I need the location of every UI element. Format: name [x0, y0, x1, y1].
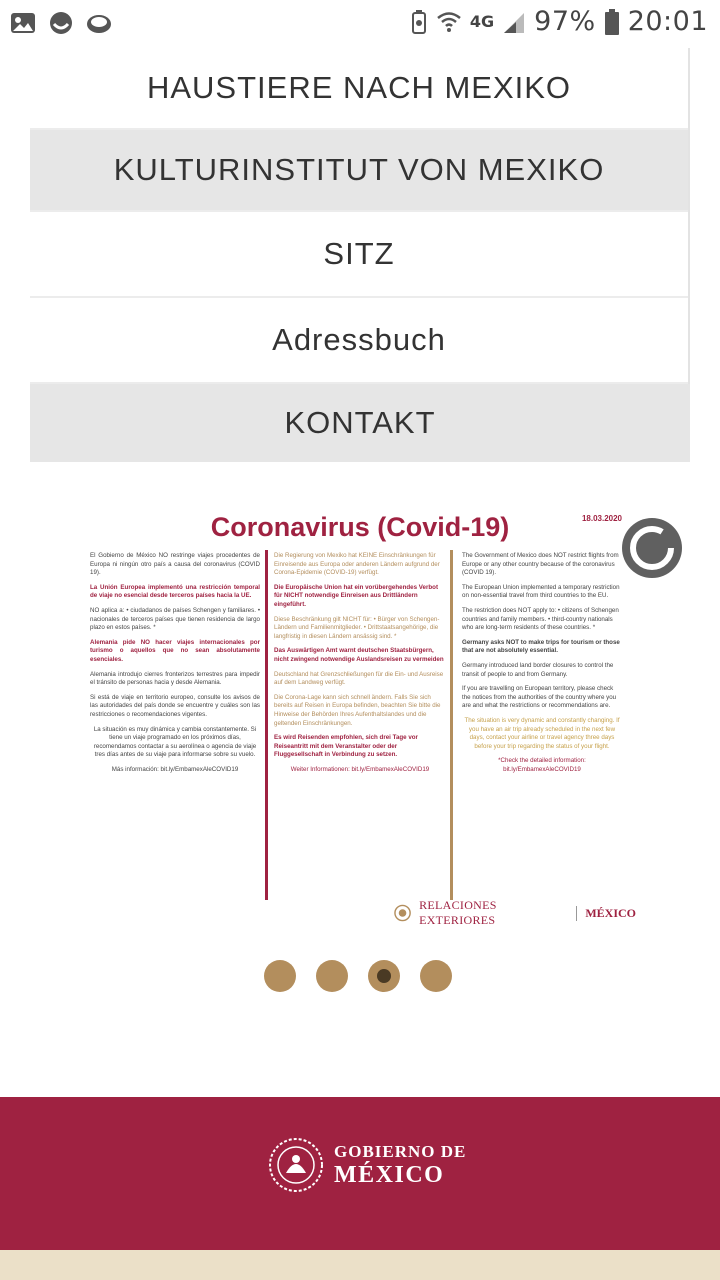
menu-item-contact[interactable]: [30, 384, 690, 462]
relaciones-exteriores-logo: RELACIONES EXTERIORES: [419, 898, 497, 927]
menu-item-label: HAUSTIERE NACH MEXIKO: [146, 70, 572, 105]
notice-paragraph: Alemania pide NO hacer viajes internacionales por turismo o aquellos que no sean absolutamente esenciales.: [90, 638, 260, 663]
footer-line1: GOBIERNO DE: [334, 1141, 467, 1161]
notice-paragraph: The situation is very dynamic and constantly changing. If you have an air trip already scheduled in the next few days, contact your airline or travel agency three days before your trip regarding the status of your flight.: [464, 716, 620, 750]
slide-title: Coronavirus (Covid-19): [210, 512, 510, 542]
notice-paragraph: The European Union implemented a temporary restriction on non-essential travel from third countries to the EU.: [462, 583, 620, 600]
notice-paragraph: La situación es muy dinámica y cambia constantemente. Si tiene un viaje programado en los próximos días, recomendamos contactar a su aerolínea o agencia de viaje tres días antes de su viaje para informarse sobre su vuelo.: [93, 725, 257, 759]
menu-item-pets[interactable]: [30, 48, 688, 130]
notice-paragraph: Die Europäische Union hat ein vorübergehendes Verbot für NICHT notwendige Einreisen aus Drittländern eingeführt.: [274, 583, 439, 608]
network-type: 4G: [469, 11, 495, 31]
notice-paragraph: El Gobierno de México NO restringe viajes procedentes de Europa ni ningún otro país a causa del coronavirus (COVID 19).: [90, 552, 260, 577]
notice-paragraph: Germany asks NOT to make trips for tourism or those that are not absolutely essential.: [462, 638, 620, 655]
notice-paragraph: If you are travelling on European territory, please check the notices from the authorities of the country where you are and what the restrictions or recommendations are.: [462, 685, 617, 710]
coat-of-arms-icon: [394, 904, 411, 922]
notice-paragraph: Alemania introdujo cierres fronterizos terrestres para impedir el tránsito de personas hacia y desde Alemania.: [90, 670, 260, 687]
notice-paragraph: Es wird Reisenden empfohlen, sich drei Tage vor Reiseantritt mit dem Veranstalter oder der Fluggesellschaft in Verbindung zu setzen.: [274, 734, 418, 759]
notice-paragraph: Diese Beschränkung gilt NICHT für: • Bürger von Schengen-Ländern und Familienmitglieder. • Drittstaatsangehörige, die langfristig in diesen Ländern ansässig sind. *: [274, 615, 440, 640]
bottom-strip: [0, 1250, 720, 1280]
slide-footer-logos: [394, 898, 636, 928]
more-info-link[interactable]: Más información: bit.ly/EmbamexAleCOVID19: [111, 765, 239, 773]
carousel-dot-4[interactable]: [420, 960, 452, 992]
carousel-dot-1[interactable]: [264, 960, 296, 992]
notice-paragraph: The restriction does NOT apply to: • citizens of Schengen countries and family members. • third-country nationals who are long-term residents of these countries. *: [462, 606, 619, 632]
carousel-indicators: [264, 960, 452, 992]
more-info-link[interactable]: *Check the detailed information: bit.ly/EmbamexAleCOVID19: [498, 757, 586, 773]
navigation-menu: [30, 48, 690, 462]
footer-line2: MÉXICO: [334, 1161, 445, 1188]
notice-paragraph: La Unión Europea implementó una restricción temporal de viaje no esencial desde terceros países hacia la UE.: [90, 583, 260, 600]
wifi-icon: [436, 9, 462, 35]
status-bar: [0, 0, 720, 50]
site-footer: [0, 1097, 720, 1250]
coat-of-arms-icon: [268, 1137, 324, 1193]
battery-percent: 97%: [534, 6, 596, 37]
notice-paragraph: Die Corona-Lage kann sich schnell ändern. Falls Sie sich bereits auf Reisen in Europa befinden, beachten Sie bitte die Hinweise der Behörden Ihres Aufenthaltslandes und die geltenden Einschränkungen.: [274, 693, 441, 727]
notice-paragraph: Deutschland hat Grenzschließungen für die Ein- und Ausreise auf dem Landweg verfügt.: [274, 670, 444, 687]
menu-item-seat[interactable]: [30, 212, 688, 298]
mexico-logo: MÉXICO: [576, 906, 636, 921]
clock: 20:01: [627, 6, 708, 37]
column-divider: [265, 550, 268, 900]
battery-saver-icon: [410, 9, 428, 35]
menu-item-cultural-institute[interactable]: [30, 130, 688, 212]
notice-paragraph: Germany introduced land border closures to control the transit of people to and from Germany.: [462, 661, 614, 678]
menu-item-label: SITZ: [323, 236, 395, 271]
notice-paragraph: Si está de viaje en territorio europeo, consulte los avisos de las autoridades del país donde se encuentre y cuáles son las restricciones o recomendaciones vigentes.: [90, 693, 260, 718]
menu-item-label: KONTAKT: [284, 405, 436, 440]
gallery-icon: [10, 10, 36, 36]
menu-item-directory[interactable]: [30, 298, 688, 384]
more-info-link[interactable]: Weiter Informationen: bit.ly/EmbamexAleCOVID19: [290, 765, 430, 773]
notice-paragraph: Das Auswärtigen Amt warnt deutschen Staatsbürgern, nicht zwingend notwendige Auslandsreisen zu vermeiden: [274, 647, 444, 663]
column-divider: [450, 550, 453, 900]
loading-spinner-icon: [620, 516, 684, 580]
signal-icon: [502, 9, 526, 35]
notice-column-spanish: [90, 552, 260, 780]
carousel-dot-3[interactable]: [368, 960, 400, 992]
notice-column-german: [274, 552, 446, 780]
notice-paragraph: NO aplica a: • ciudadanos de países Schengen y familiares. • nacionales de terceros países que tienen residencia de largo plazo en estos países. *: [90, 606, 260, 632]
slide-date: 18.03.2020: [581, 514, 622, 523]
menu-item-label: KULTURINSTITUT VON MEXIKO: [113, 152, 605, 187]
carousel-dot-2[interactable]: [316, 960, 348, 992]
gobierno-de-mexico-logo[interactable]: [268, 1137, 466, 1193]
covid-notice-slide[interactable]: [84, 500, 636, 925]
cloud-icon: [86, 10, 112, 36]
battery-icon: [604, 8, 620, 36]
notice-paragraph: The Government of Mexico does NOT restrict flights from Europe or any other country because of the coronavirus (COVID 19).: [462, 552, 619, 577]
notice-paragraph: Die Regierung von Mexiko hat KEINE Einschränkungen für Einreisende aus Europa oder anderen Ländern aufgrund der Corona-Epidemie (COVID-19) verfügt.: [274, 552, 440, 577]
notice-column-english: [462, 552, 622, 780]
app-icon: [48, 10, 74, 36]
menu-item-label: Adressbuch: [272, 322, 446, 357]
